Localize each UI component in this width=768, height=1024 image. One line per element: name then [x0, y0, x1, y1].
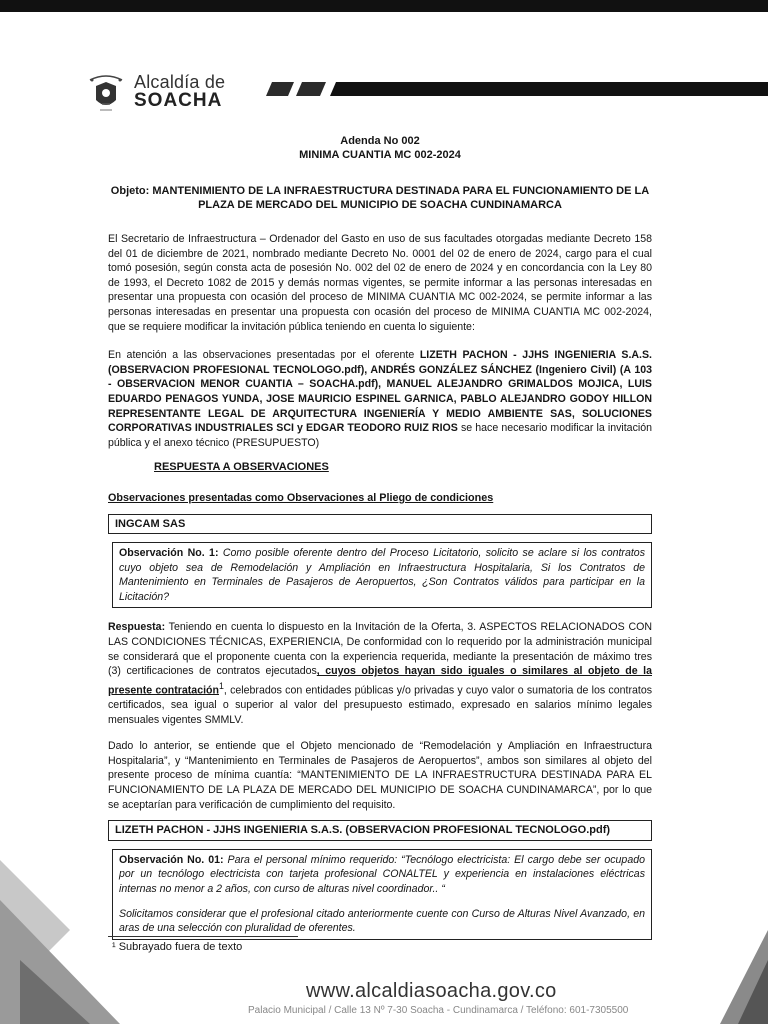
process-title: MINIMA CUANTIA MC 002-2024 — [299, 149, 461, 161]
observaciones-heading: Observaciones presentadas como Observaciones al Pliego de condiciones — [108, 491, 494, 504]
soacha-emblem-icon — [86, 72, 126, 116]
respuesta-heading: RESPUESTA A OBSERVACIONES — [154, 461, 329, 474]
addendum-title: Adenda No 002 — [340, 135, 420, 147]
observation-2-label: Observación No. 01: — [119, 853, 224, 866]
observation-2-request: Solicitamos considerar que el profesional citado anteriormente cuente con Curso de Alturas Nivel Avanzado, en aras de una selección con pluralidad de oferentes. — [119, 907, 645, 935]
document-body — [108, 134, 652, 940]
section-title-lizeth: LIZETH PACHON - JJHS INGENIERIA S.A.S. (OBSERVACION PROFESIONAL TECNOLOGO.pdf) — [108, 820, 652, 841]
attention-paragraph — [108, 348, 652, 450]
attention-suffix: se hace necesario modificar la invitación pública y el anexo técnico (PRESUPUESTO) — [108, 422, 653, 449]
decorative-triangles-right — [712, 930, 768, 1024]
header-stripe — [266, 82, 768, 96]
dado-paragraph: Dado lo anterior, se entiende que el Objeto mencionado de “Remodelación y Ampliación en Infraestructura Hospitalaria”, y “Mantenimiento en Terminales de Pasajeros de Aeropuertos”, ambos son similares al objeto del presente proceso de mínima cuantía: “MANTENIMIENTO DE LA INFRAESTRUCTURA DESTINADA PARA EL FUNCIONAMIENTO DE LA PLAZA DE MERCADO DEL MUNICIPIO DE SOACHA CUNDINAMARCA”, por lo que se aceptarían para verificación de cumplimiento del requisito. — [108, 740, 652, 811]
logo-text-soacha: SOACHA — [134, 90, 223, 111]
footnote: ¹ Subrayado fuera de texto — [112, 941, 243, 953]
observation-box-1 — [112, 542, 652, 608]
footer-address: Palacio Municipal / Calle 13 Nº 7-30 Soacha - Cundinamarca / Teléfono: 601-7305500 — [248, 1005, 629, 1016]
response-1-underlined: , cuyos objetos hayan sido iguales o similares al objeto de la presente contratación — [108, 665, 652, 697]
response-1-text-b: , celebrados con entidades públicas y/o privadas y cuyo valor o sumatoria de los contratos certificados, sea igual o superior al valor del presupuesto estimado, expresado en salarios mínimo legales mensuales vigentes SMMLV. — [108, 684, 653, 726]
objeto-block — [108, 184, 652, 212]
observation-1-text: Como posible oferente dentro del Proceso Licitatorio, solicito se aclare si los contratos cuyo objeto sea de Remodelación y Ampliación en Infraestructura Hospitalaria, Si los Contratos de Mantenimiento en Terminales de Pasajeros de Aeropuertos, ¿Son Contratos válidos para participar en la Licitación? — [119, 547, 645, 603]
alcaldia-logo — [86, 68, 246, 114]
response-1 — [108, 620, 652, 727]
intro-paragraph: El Secretario de Infraestructura – Ordenador del Gasto en uso de sus facultades otorgadas mediante Decreto 158 del 01 de diciembre de 2021, nombrado mediante Decreto No. 0001 del 02 de enero de 2024, cargo para el cual tomó posesión, según consta acta de posesión No. 002 del 02 de enero de 2024 y en concordancia con la Ley 80 de 1993, el Decreto 1082 de 2015 y demás normas vigentes, se permite informar a las personas interesadas en presentar una propuesta con ocasión del proceso de MINIMA CUANTIA MC 002-2024, se permite informar a las personas interesadas en presentar una propuesta con ocasión del proceso de MINIMA CUANTIA MC 002-2024, que se requiere modificar la invitación pública teniendo en cuenta lo siguiente: — [108, 233, 652, 333]
logo-text-alcaldia: Alcaldía de — [134, 72, 226, 92]
footnote-ref: 1 — [218, 680, 224, 691]
observation-box-2 — [112, 849, 652, 940]
observation-1-label: Observación No. 1: — [119, 547, 219, 560]
section-title-ingcam: INGCAM SAS — [108, 514, 652, 535]
observation-2-text: Para el personal mínimo requerido: “Tecnólogo electricista: El cargo debe ser ocupado por un tecnólogo electricista con tarjeta profesional CONALTEL y experiencia en instalaciones eléctricas internas no menor a 2 años, con curso de alturas nivel coordinador.. “ — [119, 853, 645, 895]
decorative-triangles-left — [0, 860, 140, 1024]
response-1-text-a: Teniendo en cuenta lo dispuesto en la Invitación de la Oferta, 3. ASPECTOS RELACIONADOS CON LAS CONDICIONES TÉCNICAS, EXPERIENCIA, De conformidad con lo requerido por la administración municipal se considerará que el proponente cuenta con la experiencia requerida, mediante la presentación de máximo tres (3) certificaciones de contratos ejecutados — [108, 621, 652, 678]
attention-bidders: LIZETH PACHON - JJHS INGENIERIA S.A.S. (OBSERVACION PROFESIONAL TECNOLOGO.pdf), ANDRÉS GONZÁLEZ SÁNCHEZ (Ingeniero Civil) (A 103 - OBSERVACION MENOR CUANTIA – SOACHA.pdf), MANUEL ALEJANDRO GRIMALDOS MOJICA, LUIS EDUARDO PENAGOS YUNDA, JOSE MAURICIO ESPINEL GARNICA, PABLO ALEJANDRO GODOY HILLON REPRESENTANTE LEGAL DE ARQUITECTURA INGENIERÍA Y MEDIO AMBIENTE SAS, SOLUCIONES CORPORATIVAS INDUSTRIALES SCI y EDGAR TEODORO RUIZ RIOS — [108, 349, 653, 435]
objeto-text: MANTENIMIENTO DE LA INFRAESTRUCTURA DESTINADA PARA EL FUNCIONAMIENTO DE LA PLAZA DE MERCADO DEL MUNICIPIO DE SOACHA CUNDINAMARCA — [149, 185, 650, 211]
attention-prefix: En atención a las observaciones presentadas por el oferente — [108, 349, 420, 362]
website-link[interactable]: www.alcaldiasoacha.gov.co — [306, 980, 557, 1002]
objeto-label: Objeto: — [110, 185, 150, 197]
response-1-label: Respuesta: — [108, 621, 166, 634]
